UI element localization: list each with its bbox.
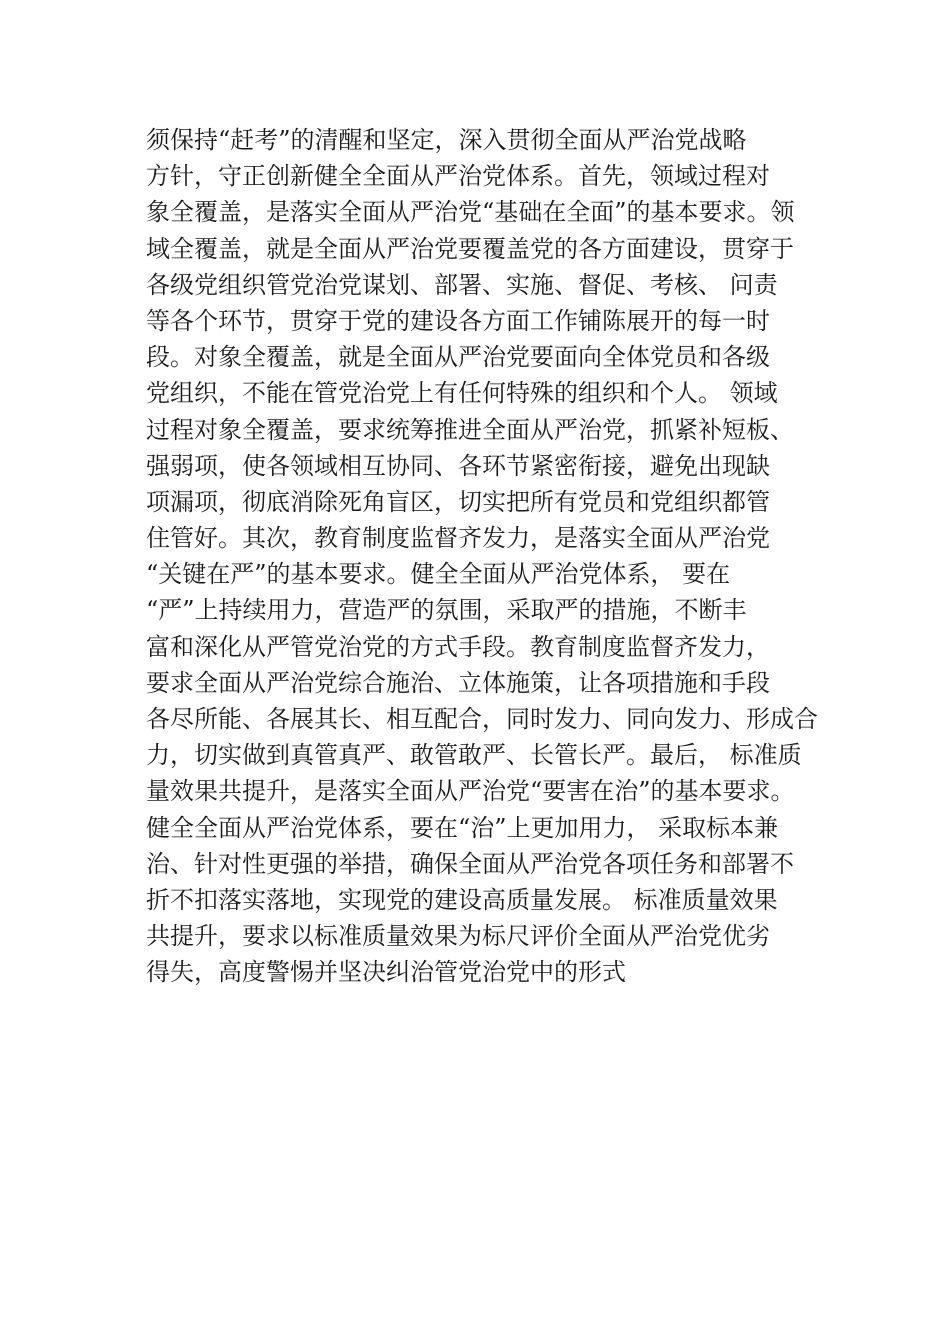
text-line: 各级党组织管党治党谋划、部署、实施、督促、考核、 问责	[146, 270, 778, 299]
text-line: 须保持“赶考”的清醒和坚定，深入贯彻全面从严治党战略	[146, 126, 747, 154]
text-line: 党组织，不能在管党治党上有任何特殊的组织和个人。 领域	[146, 379, 778, 408]
text-line: “关键在严”的基本要求。健全全面从严治党体系， 要在	[146, 560, 731, 589]
text-line: 过程对象全覆盖，要求统筹推进全面从严治党，抓紧补短板、	[146, 415, 794, 444]
text-line: 折不扣落实落地，实现党的建设高质量发展。 标准质量效果	[146, 885, 778, 914]
text-line: 要求全面从严治党综合施治、立体施策，让各项措施和手段	[146, 668, 770, 697]
text-line: “严”上持续用力，营造严的氛围，采取严的措施，不断丰	[146, 596, 747, 625]
text-line: 段。对象全覆盖，就是全面从严治党要面向全体党员和各级	[146, 343, 770, 372]
text-line: 富和深化从严管党治党的方式手段。教育制度监督齐发力，	[146, 632, 770, 661]
text-line: 得失，高度警惕并坚决纠治管党治党中的形式	[146, 958, 626, 987]
text-line: 力，切实做到真管真严、敢管敢严、长管长严。最后， 标准质	[146, 741, 802, 770]
text-line: 等各个环节，贯穿于党的建设各方面工作铺陈展开的每一时	[146, 306, 770, 335]
text-line: 象全覆盖，是落实全面从严治党“基础在全面”的基本要求。领	[146, 198, 795, 227]
text-line: 项漏项，彻底消除死角盲区，切实把所有党员和党组织都管	[146, 487, 770, 516]
text-line: 健全全面从严治党体系，要在“治”上更加用力， 采取标本兼	[146, 813, 779, 842]
text-line: 各尽所能、各展其长、相互配合，同时发力、同向发力、形成合	[146, 705, 818, 733]
text-line: 方针，守正创新健全全面从严治党体系。首先，领域过程对	[146, 162, 770, 191]
text-line: 住管好。其次，教育制度监督齐发力，是落实全面从严治党	[146, 524, 770, 553]
text-line: 共提升，要求以标准质量效果为标尺评价全面从严治党优劣	[146, 922, 770, 951]
text-line: 域全覆盖，就是全面从严治党要覆盖党的各方面建设，贯穿于	[146, 234, 794, 263]
body-paragraph	[146, 122, 826, 991]
text-line: 治、针对性更强的举措，确保全面从严治党各项任务和部署不	[146, 849, 794, 878]
text-line: 强弱项，使各领域相互协同、各环节紧密衔接，避免出现缺	[146, 451, 770, 480]
text-line: 量效果共提升，是落实全面从严治党“要害在治”的基本要求。	[146, 777, 795, 806]
